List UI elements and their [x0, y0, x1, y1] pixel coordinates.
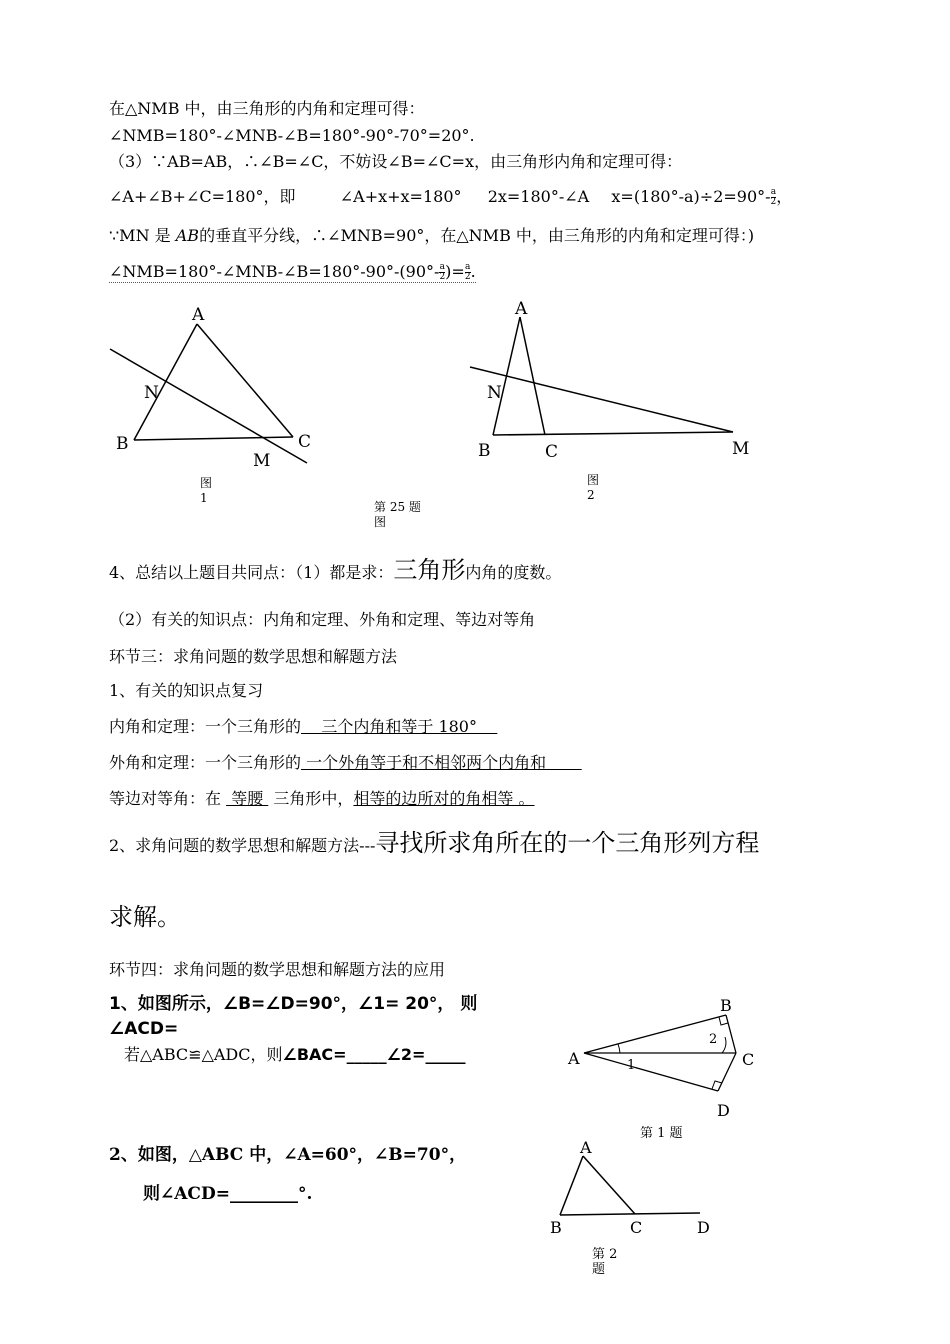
edge-bc: [726, 1015, 736, 1053]
section-heading: 环节三：求角问题的数学思想和解题方法: [109, 647, 398, 666]
text-line: （2）有关的知识点：内角和定理、外角和定理、等边对等角: [109, 610, 536, 629]
text-segment: 2x=180°-∠A: [487, 187, 590, 206]
vertex-label-a: A: [515, 299, 528, 319]
question-1-line: 1、如图所示，∠B=∠D=90°，∠1= 20°， 则: [109, 994, 478, 1014]
question-1-line: [124, 1045, 465, 1064]
question-2-line: 则∠ACD=________°.: [143, 1184, 313, 1204]
figure-caption: 图 1: [200, 476, 213, 505]
edge-ac: [520, 317, 545, 435]
vertex-label-b: B: [550, 1218, 562, 1237]
text-line: [109, 753, 582, 772]
text-segment: ∠A+x+x=180°: [339, 187, 462, 206]
vertex-label-c: C: [298, 432, 312, 452]
vertex-label-c: C: [742, 1050, 755, 1069]
figure-25-1: [100, 300, 320, 475]
text-segment: )=: [445, 262, 465, 281]
angle-label-1: 1: [627, 1058, 636, 1073]
text-line: 1、有关的知识点复习: [109, 681, 264, 700]
fraction: $\frac{a}{2}$: [464, 262, 471, 282]
filled-blank: 三个内角和等于 180°: [301, 717, 498, 736]
text-segment: 内角和定理：一个三角形的: [109, 717, 302, 736]
vertex-label-b: B: [720, 996, 732, 1015]
text-line: 求解。: [109, 903, 181, 931]
text-segment: 寻找所求角所在的一个三角形列方程: [375, 829, 760, 857]
text-line: [109, 789, 535, 808]
text-line: [109, 556, 561, 585]
edge-bc: [134, 437, 293, 440]
edge-ad: [584, 1053, 718, 1091]
text-segment: .: [470, 262, 476, 281]
vertex-label-n: N: [487, 383, 502, 403]
text-segment: 三角形: [393, 556, 466, 584]
text-segment: 三角形中，: [273, 789, 354, 808]
vertex-label-a: A: [580, 1138, 592, 1157]
edge-ac: [197, 324, 293, 437]
figure-title: 第 25 题 图: [374, 500, 421, 529]
text-segment: ∠BAC=_____∠2=_____: [282, 1045, 466, 1064]
edge-ab: [134, 324, 197, 440]
figure-q2: [540, 1135, 720, 1240]
question-2-line: 2、如图，△ABC 中，∠A=60°，∠B=70°，: [109, 1145, 467, 1165]
text-line: （3）∵AB=AB，∴∠B=∠C，不妨设∠B=∠C=x，由三角形内角和定理可得：: [109, 152, 683, 171]
line-mn: [110, 349, 307, 463]
vertex-label-m: M: [253, 451, 271, 471]
filled-blank: 等腰: [226, 789, 269, 808]
angle-arc-1: [618, 1044, 620, 1053]
text-line: 在△NMB 中，由三角形的内角和定理可得：: [109, 99, 425, 118]
text-segment: ∵MN 是: [109, 226, 171, 245]
figure-25-2: [465, 298, 765, 468]
text-segment: 的垂直平分线，∴∠MNB=90°，在△NMB 中，由三角形的内角和定理可得：): [199, 226, 755, 245]
text-segment: ∠NMB=180°-∠MNB-∠B=180°-90°-(90°-: [109, 262, 440, 281]
edge-ab: [560, 1156, 583, 1215]
text-line: [109, 226, 754, 245]
figure-q1: [560, 990, 760, 1120]
fraction: $\frac{a}{2}$: [439, 262, 446, 282]
segment-ab: AB: [175, 226, 200, 245]
text-line: [109, 829, 759, 858]
filled-blank: 相等的边所对的角相等 。: [353, 789, 535, 808]
edge-bm: [493, 432, 733, 435]
edge-ab: [584, 1015, 726, 1053]
text-segment: ，: [776, 187, 793, 206]
vertex-label-a: A: [568, 1049, 580, 1068]
vertex-label-b: B: [116, 434, 129, 454]
fraction: $\frac{a}{2}$: [770, 187, 777, 207]
vertex-label-b: B: [478, 441, 491, 461]
text-line: [109, 262, 476, 283]
text-line: [109, 187, 792, 207]
edge-ac: [583, 1156, 635, 1214]
text-segment: 若△ABC≌△ADC，则: [124, 1045, 283, 1064]
text-line: ∠NMB=180°-∠MNB-∠B=180°-90°-70°=20°.: [109, 126, 475, 145]
vertex-label-n: N: [144, 383, 159, 403]
text-segment: 4、总结以上题目共同点：（1）都是求：: [109, 563, 394, 582]
question-1-line: ∠ACD=: [109, 1019, 179, 1039]
text-segment: 内角的度数。: [465, 563, 562, 582]
text-segment: x=(180°-a)÷2=90°-: [611, 187, 771, 206]
text-segment: ∠A+∠B+∠C=180°，即: [109, 187, 296, 206]
text-line: [109, 717, 497, 736]
vertex-label-a: A: [192, 305, 205, 325]
vertex-label-d: D: [717, 1101, 730, 1120]
figure-caption: 图 2: [587, 473, 600, 502]
edge-cd: [718, 1053, 736, 1091]
figure-caption: 第 1 题: [640, 1126, 683, 1141]
text-segment: 外角和定理：一个三角形的: [109, 753, 302, 772]
filled-blank: 一个外角等于和不相邻两个内角和: [301, 753, 582, 772]
angle-arc-2: [722, 1037, 726, 1053]
text-segment: 2、求角问题的数学思想和解题方法---: [109, 836, 376, 855]
line-mn: [470, 367, 733, 432]
section-heading: 环节四：求角问题的数学思想和解题方法的应用: [109, 960, 446, 979]
vertex-label-c: C: [630, 1218, 643, 1237]
vertex-label-d: D: [697, 1218, 710, 1237]
line-bd: [560, 1213, 700, 1215]
text-segment: 等边对等角：在: [109, 789, 222, 808]
vertex-label-m: M: [732, 439, 750, 459]
figure-caption: 第 2 题: [592, 1247, 618, 1277]
angle-label-2: 2: [709, 1032, 718, 1047]
vertex-label-c: C: [545, 442, 559, 462]
